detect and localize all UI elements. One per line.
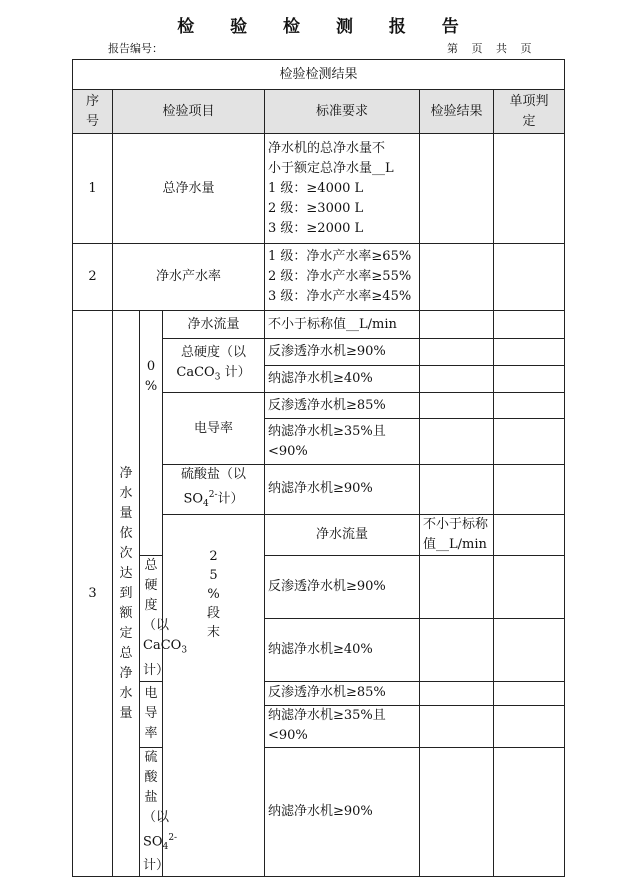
vertical-char: 额 — [119, 605, 133, 621]
vertical-char: 量 — [119, 505, 133, 521]
s2-cond-judgement1 — [494, 681, 565, 705]
vertical-char: 定 — [119, 625, 133, 641]
row1-seq: 1 — [73, 134, 113, 244]
s2-flow-result — [494, 514, 565, 555]
vertical-char: 2 — [209, 548, 218, 564]
s1-hardness-result2 — [420, 366, 494, 393]
s1-cond-result1 — [420, 393, 494, 419]
s2-cond-std2-line1: 纳滤净水机≥35%且 — [268, 708, 386, 724]
s1-hardness-std1: 反渗透净水机≥90% — [265, 339, 420, 366]
s1-cond-std2 — [265, 419, 420, 465]
stage2-label-text — [163, 547, 264, 642]
s2-flow-std: 不小于标称值__L/min — [420, 514, 494, 555]
s2-hardness-post: 计） — [143, 662, 170, 678]
vertical-char: 依 — [119, 525, 133, 541]
header-judgement-text: 单项判定 — [509, 93, 549, 129]
row2-std-line: 1 级：净水产水率≥65% — [268, 249, 412, 264]
vertical-char: 水 — [119, 685, 133, 701]
s2-hardness-result1 — [420, 555, 494, 618]
s1-sulfate-post: 计） — [217, 491, 244, 507]
s1-hardness-line1: 总硬度（以 — [180, 345, 246, 361]
s1-hardness-item — [163, 339, 265, 393]
row3-group-label — [113, 311, 140, 877]
s1-flow-judgement — [494, 311, 565, 339]
stage1-label — [140, 311, 163, 556]
s2-sulfate-item — [140, 747, 178, 877]
row1-judgement — [494, 134, 565, 244]
vertical-char: 水 — [119, 485, 133, 501]
row1-std-line: 净水机的总净水量不 — [268, 140, 386, 156]
vertical-char: % — [207, 586, 220, 602]
vertical-char: 0 — [146, 359, 156, 374]
row1-standard — [265, 134, 420, 244]
report-title: 检 验 检 测 报 告 — [177, 17, 474, 37]
s1-cond-judgement1 — [494, 393, 565, 419]
s2-sulfate-sup: 2- — [168, 832, 178, 843]
s1-hardness-pre: CaCO — [176, 365, 215, 381]
s2-hardness-result2 — [420, 618, 494, 681]
s1-sulfate-line2 — [166, 485, 261, 514]
s2-hardness-item — [140, 555, 188, 681]
vertical-char: % — [144, 379, 158, 394]
s2-hardness-std1: 反渗透净水机≥90% — [265, 555, 420, 618]
s2-hardness-judgement1 — [494, 555, 565, 618]
s2-hardness-line1: 总硬度（以 — [143, 557, 170, 633]
row1-std-line: 小于额定总净水量__L — [268, 160, 394, 176]
s2-hardness-sub: 3 — [181, 645, 188, 656]
s1-hardness-sub: 3 — [214, 372, 221, 383]
vertical-char: 净 — [119, 665, 133, 681]
s1-flow-item: 净水流量 — [163, 311, 265, 339]
vertical-char: 总 — [119, 645, 133, 661]
vertical-char: 5 — [209, 567, 218, 583]
s2-sulfate-result — [420, 747, 494, 877]
s2-sulfate-pre: SO — [143, 833, 163, 849]
s1-cond-item: 电导率 — [163, 393, 265, 465]
s1-flow-result — [420, 311, 494, 339]
vertical-char: 次 — [119, 545, 133, 561]
s1-sulfate-result — [420, 465, 494, 515]
s1-hardness-judgement1 — [494, 339, 565, 366]
stage1-label-text — [140, 357, 162, 397]
row1-std-line: 2 级：≥3000 L — [268, 200, 364, 216]
vertical-char: 净 — [119, 465, 133, 481]
section-title: 检验检测结果 — [73, 60, 565, 90]
header-judgement — [494, 90, 565, 134]
row2-result — [420, 244, 494, 311]
s1-hardness-post: 计） — [220, 365, 251, 381]
s1-sulfate-judgement — [494, 465, 565, 515]
s1-hardness-result1 — [420, 339, 494, 366]
s2-sulfate-line1: 硫酸盐（以 — [143, 749, 170, 825]
s1-sulfate-sup: 2- — [208, 490, 218, 500]
s2-cond-judgement2 — [494, 705, 565, 747]
s2-cond-result1 — [420, 681, 494, 705]
row2-item: 净水产水率 — [113, 244, 265, 311]
s2-sulfate-judgement — [494, 747, 565, 877]
s1-hardness-std2: 纳滤净水机≥40% — [265, 366, 420, 393]
row2-seq: 2 — [73, 244, 113, 311]
row3-seq: 3 — [73, 311, 113, 877]
row1-item: 总净水量 — [113, 134, 265, 244]
s1-hardness-judgement2 — [494, 366, 565, 393]
s2-hardness-std2: 纳滤净水机≥40% — [265, 618, 420, 681]
s2-hardness-line2 — [143, 636, 188, 681]
s2-hardness-judgement2 — [494, 618, 565, 681]
s1-hardness-line2 — [166, 363, 261, 388]
stage2-label — [163, 514, 265, 877]
s2-cond-std2-line2: <90% — [268, 728, 308, 744]
s1-cond-std2-line2: <90% — [268, 443, 308, 459]
s1-cond-std1: 反渗透净水机≥85% — [265, 393, 420, 419]
inspection-results-table — [72, 59, 565, 877]
vertical-char: 量 — [119, 705, 133, 721]
vertical-char: 到 — [119, 585, 133, 601]
s1-sulfate-sub: 4 — [203, 498, 209, 509]
header-seq-text: 序号 — [85, 93, 99, 129]
s2-hardness-pre: CaCO — [143, 637, 182, 653]
report-number-label: 报告编号： — [108, 42, 163, 55]
row2-judgement — [494, 244, 565, 311]
header-seq — [73, 90, 113, 134]
row1-std-line: 1 级：≥4000 L — [268, 180, 364, 196]
row3-group-label-text — [113, 464, 139, 724]
s2-sulfate-post: 计） — [143, 858, 170, 874]
vertical-char: 达 — [119, 565, 133, 581]
s2-cond-std2 — [265, 705, 420, 747]
s2-sulfate-sub: 4 — [162, 841, 169, 852]
row1-std-line: 3 级：≥2000 L — [268, 220, 364, 236]
s2-cond-std1: 反渗透净水机≥85% — [265, 681, 420, 705]
row2-standard — [265, 244, 420, 311]
row2-std-line: 2 级：净水产水率≥55% — [268, 269, 412, 284]
s2-sulfate-line2 — [143, 828, 178, 877]
s1-sulfate-pre: SO — [183, 491, 204, 507]
s1-cond-std2-line1: 纳滤净水机≥35%且 — [268, 423, 386, 439]
s1-sulfate-std: 纳滤净水机≥90% — [265, 465, 420, 515]
s2-cond-item: 电导率 — [140, 681, 163, 747]
s2-cond-result2 — [420, 705, 494, 747]
header-standard: 标准要求 — [265, 90, 420, 134]
header-item: 检验项目 — [113, 90, 265, 134]
s2-sulfate-std: 纳滤净水机≥90% — [265, 747, 420, 877]
row1-result — [420, 134, 494, 244]
s1-cond-judgement2 — [494, 419, 565, 465]
s1-sulfate-line1: 硫酸盐（以 — [180, 467, 246, 482]
s1-cond-result2 — [420, 419, 494, 465]
s1-flow-std: 不小于标称值__L/min — [265, 311, 420, 339]
vertical-char: 段 — [206, 605, 220, 621]
vertical-char: 末 — [206, 624, 220, 640]
s1-sulfate-item — [163, 465, 265, 515]
row2-std-line: 3 级：净水产水率≥45% — [268, 289, 412, 304]
page-number-label: 第 页 共 页 — [447, 42, 532, 55]
s2-flow-item: 净水流量 — [265, 514, 420, 555]
header-result: 检验结果 — [420, 90, 494, 134]
